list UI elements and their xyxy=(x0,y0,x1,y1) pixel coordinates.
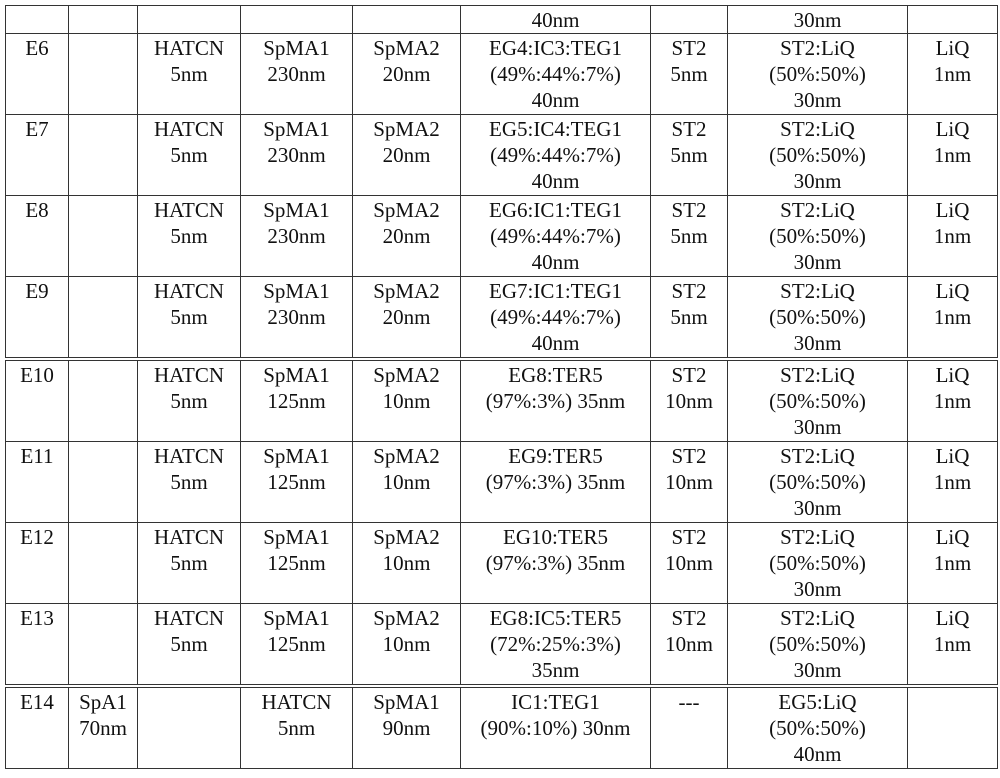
table-cell: LiQ 1nm xyxy=(908,359,998,442)
table-cell: HATCN 5nm xyxy=(138,277,241,360)
table-cell: LiQ 1nm xyxy=(908,34,998,115)
table-cell xyxy=(69,604,138,687)
row-id-cell: E13 xyxy=(6,604,69,687)
table-cell: ST2:LiQ (50%:50%) 30nm xyxy=(728,196,908,277)
table-cell xyxy=(241,6,353,34)
table-cell xyxy=(6,6,69,34)
table-cell: HATCN 5nm xyxy=(138,523,241,604)
table-cell: --- xyxy=(651,686,728,769)
row-id-cell: E9 xyxy=(6,277,69,360)
table-cell: SpMA2 10nm xyxy=(353,523,461,604)
table-cell: HATCN 5nm xyxy=(241,686,353,769)
table-cell: EG7:IC1:TEG1 (49%:44%:7%) 40nm xyxy=(461,277,651,360)
row-id-cell: E8 xyxy=(6,196,69,277)
table-row xyxy=(6,115,998,196)
table-cell: SpMA1 230nm xyxy=(241,277,353,360)
table-cell: SpMA2 10nm xyxy=(353,442,461,523)
table-cell xyxy=(69,523,138,604)
table-cell: SpA1 70nm xyxy=(69,686,138,769)
table-cell: EG8:TER5 (97%:3%) 35nm xyxy=(461,359,651,442)
table-cell: ST2:LiQ (50%:50%) 30nm xyxy=(728,604,908,687)
table-cell: SpMA1 90nm xyxy=(353,686,461,769)
table-cell xyxy=(69,115,138,196)
row-id-cell: E7 xyxy=(6,115,69,196)
table-cell: HATCN 5nm xyxy=(138,196,241,277)
table-cell: ST2 10nm xyxy=(651,523,728,604)
table-cell: ST2:LiQ (50%:50%) 30nm xyxy=(728,442,908,523)
table-cell: SpMA1 230nm xyxy=(241,196,353,277)
table-cell: ST2 10nm xyxy=(651,442,728,523)
table-cell: ST2 5nm xyxy=(651,277,728,360)
row-id-cell: E10 xyxy=(6,359,69,442)
row-id-cell: E6 xyxy=(6,34,69,115)
table-cell: SpMA1 230nm xyxy=(241,115,353,196)
table-cell: LiQ 1nm xyxy=(908,277,998,360)
table-row xyxy=(6,34,998,115)
table-cell: LiQ 1nm xyxy=(908,523,998,604)
table-cell xyxy=(353,6,461,34)
table-cell: SpMA2 20nm xyxy=(353,196,461,277)
table-cell xyxy=(69,196,138,277)
table-cell: LiQ 1nm xyxy=(908,442,998,523)
table-cell: ST2 5nm xyxy=(651,196,728,277)
table-row xyxy=(6,277,998,360)
table-cell: EG6:IC1:TEG1 (49%:44%:7%) 40nm xyxy=(461,196,651,277)
device-layer-table xyxy=(5,5,998,769)
table-cell: EG10:TER5 (97%:3%) 35nm xyxy=(461,523,651,604)
table-cell: HATCN 5nm xyxy=(138,115,241,196)
table-cell xyxy=(908,6,998,34)
row-id-cell: E14 xyxy=(6,686,69,769)
table-cell: HATCN 5nm xyxy=(138,442,241,523)
table-cell: ST2 10nm xyxy=(651,604,728,687)
table-cell: EG8:IC5:TER5 (72%:25%:3%) 35nm xyxy=(461,604,651,687)
table-cell: ST2 5nm xyxy=(651,115,728,196)
table-cell: LiQ 1nm xyxy=(908,196,998,277)
table-cell: 30nm xyxy=(728,6,908,34)
table-cell xyxy=(69,6,138,34)
table-cell: HATCN 5nm xyxy=(138,34,241,115)
table-cell xyxy=(138,6,241,34)
table-row xyxy=(6,196,998,277)
table-row xyxy=(6,523,998,604)
table-row xyxy=(6,442,998,523)
table-cell: HATCN 5nm xyxy=(138,604,241,687)
table-cell: EG5:LiQ (50%:50%) 40nm xyxy=(728,686,908,769)
table-cell: SpMA1 125nm xyxy=(241,442,353,523)
table-cell: SpMA1 230nm xyxy=(241,34,353,115)
table-cell: HATCN 5nm xyxy=(138,359,241,442)
table-cell: SpMA2 20nm xyxy=(353,34,461,115)
table-cell: ST2:LiQ (50%:50%) 30nm xyxy=(728,277,908,360)
table-row xyxy=(6,359,998,442)
table-cell xyxy=(69,277,138,360)
table-cell: ST2 5nm xyxy=(651,34,728,115)
table-cell: SpMA2 20nm xyxy=(353,277,461,360)
table-cell xyxy=(69,34,138,115)
row-id-cell: E11 xyxy=(6,442,69,523)
table-cell: ST2:LiQ (50%:50%) 30nm xyxy=(728,523,908,604)
table-cell: SpMA2 10nm xyxy=(353,359,461,442)
table-cell xyxy=(69,359,138,442)
table-cell: EG4:IC3:TEG1 (49%:44%:7%) 40nm xyxy=(461,34,651,115)
table-cell: EG5:IC4:TEG1 (49%:44%:7%) 40nm xyxy=(461,115,651,196)
table-cell: ST2 10nm xyxy=(651,359,728,442)
table-cell: SpMA2 20nm xyxy=(353,115,461,196)
table-cell: ST2:LiQ (50%:50%) 30nm xyxy=(728,34,908,115)
table-row xyxy=(6,686,998,769)
table-cell: IC1:TEG1 (90%:10%) 30nm xyxy=(461,686,651,769)
table-row xyxy=(6,604,998,687)
table-cell: LiQ 1nm xyxy=(908,115,998,196)
table-cell: SpMA1 125nm xyxy=(241,523,353,604)
table-cell: SpMA2 10nm xyxy=(353,604,461,687)
table-cell: SpMA1 125nm xyxy=(241,359,353,442)
table-cell xyxy=(138,686,241,769)
table-cell xyxy=(651,6,728,34)
table-cell: 40nm xyxy=(461,6,651,34)
table-cell xyxy=(908,686,998,769)
table-cell: LiQ 1nm xyxy=(908,604,998,687)
table-cell: ST2:LiQ (50%:50%) 30nm xyxy=(728,115,908,196)
table-cell: EG9:TER5 (97%:3%) 35nm xyxy=(461,442,651,523)
table-row-partial xyxy=(6,6,998,34)
table-cell xyxy=(69,442,138,523)
row-id-cell: E12 xyxy=(6,523,69,604)
table-cell: ST2:LiQ (50%:50%) 30nm xyxy=(728,359,908,442)
table-cell: SpMA1 125nm xyxy=(241,604,353,687)
